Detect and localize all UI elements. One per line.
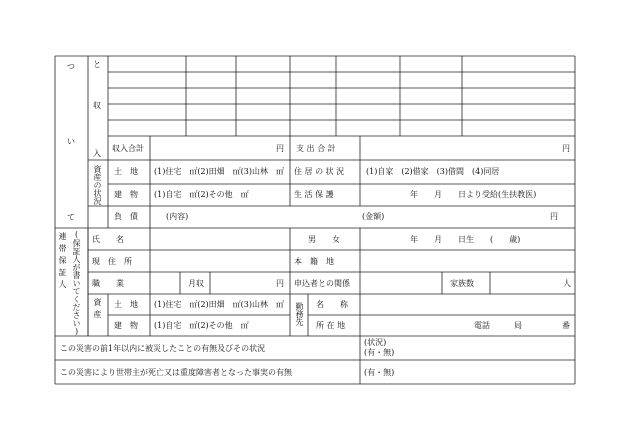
expense-total-label: 支 出 合 計 xyxy=(296,144,336,153)
disaster-situation-label: (状況) xyxy=(364,338,387,347)
housing-options: (1)自家 (2)借家 (3)借間 (4)同居 xyxy=(366,167,500,176)
building-label: 建 物 xyxy=(114,190,138,199)
building-options: (1)自宅 ㎡(2)その他 ㎡ xyxy=(154,190,249,199)
guarantor-job-label: 職 業 xyxy=(92,279,124,288)
guarantor-work-address-label: 所 在 地 xyxy=(316,321,346,330)
guarantor-building-label: 建 物 xyxy=(114,321,138,330)
guarantor-section-label: 連帯保証人 xyxy=(58,232,67,292)
guarantor-land-options: (1)住宅 ㎡(2)田畑 ㎡(3)山林 ㎡ xyxy=(154,300,284,309)
income-total-unit: 円 xyxy=(276,144,284,153)
guarantor-monthly-income-label: 月収 xyxy=(188,279,204,288)
welfare-value: 年 月 日より受給(生扶教医) xyxy=(410,190,537,199)
guarantor-work-label: 勤務先 xyxy=(295,302,304,326)
side-label-i: い xyxy=(67,137,75,146)
household-label-shu: 収 xyxy=(93,101,101,110)
land-options: (1)住宅 ㎡(2)田畑 ㎡(3)山林 ㎡ xyxy=(154,167,284,176)
household-label-nyu: 入 xyxy=(93,149,101,158)
disaster-history-question: この災害の前1年以内に被災したことの有無及びその状況 xyxy=(60,344,266,353)
guarantor-work-name-label: 名 称 xyxy=(316,300,348,309)
disaster-yes-no: (有・無) xyxy=(364,348,395,357)
guarantor-family-unit: 人 xyxy=(563,279,571,288)
guarantor-birth: 年 月 日生 ( 歳) xyxy=(410,235,521,244)
guarantor-phone-label: 電話 局 番 xyxy=(474,321,570,330)
side-label-tsu: つ xyxy=(67,62,75,71)
guarantor-land-label: 土 地 xyxy=(114,300,138,309)
debt-label: 負 債 xyxy=(114,212,138,221)
guarantor-relation-label: 申込者との関係 xyxy=(294,279,350,288)
housing-label: 住 居 の 状 況 xyxy=(294,167,345,176)
debt-unit: 円 xyxy=(550,212,558,221)
assets-group-label: 資産の状況 xyxy=(93,165,102,205)
debt-amount-label: (金額) xyxy=(362,212,385,221)
expense-total-unit: 円 xyxy=(562,144,570,153)
guarantor-name-label: 氏 名 xyxy=(92,235,124,244)
debt-content-label: (内容) xyxy=(166,212,189,221)
death-question: この災害により世帯主が死亡又は重度障害者となった事実の有無 xyxy=(60,368,292,377)
guarantor-family-count-label: 家族数 xyxy=(450,279,474,288)
guarantor-gender: 男 女 xyxy=(308,235,340,244)
guarantor-assets-label: 資産 xyxy=(93,298,102,322)
guarantor-section-note: (保証人が書いてください) xyxy=(72,230,81,336)
household-label-to: と xyxy=(93,60,101,69)
side-label-te: て xyxy=(67,213,75,222)
guarantor-building-options: (1)自宅 ㎡(2)その他 ㎡ xyxy=(154,321,249,330)
income-total-label: 収入合計 xyxy=(112,144,144,153)
land-label: 土 地 xyxy=(114,167,138,176)
death-yes-no: (有・無) xyxy=(364,368,395,377)
welfare-label: 生 活 保 護 xyxy=(294,190,334,199)
guarantor-income-unit: 円 xyxy=(276,279,284,288)
guarantor-address-label: 現 住 所 xyxy=(92,257,132,266)
guarantor-domicile-label: 本 籍 地 xyxy=(294,257,334,266)
